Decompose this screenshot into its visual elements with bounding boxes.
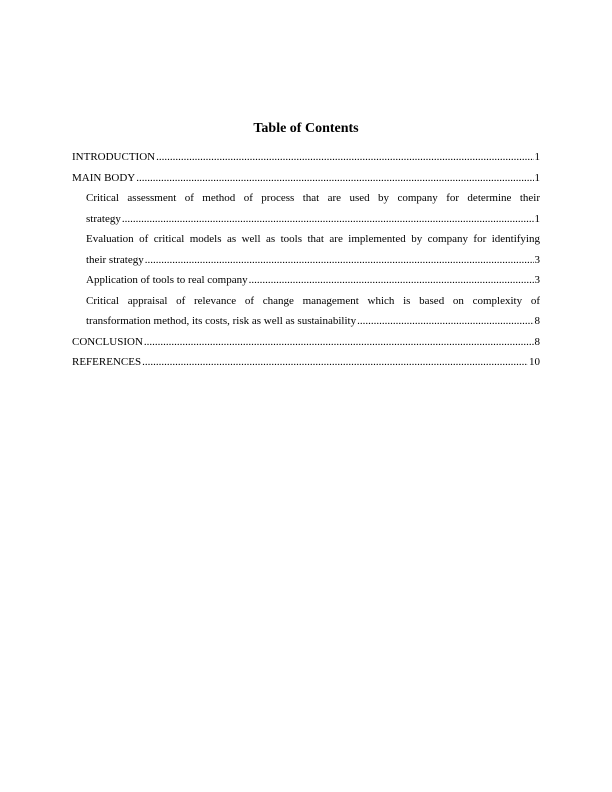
toc-entry-text-continued: their strategy [86, 253, 144, 266]
toc-entry-text: Application of tools to real company [86, 274, 248, 286]
toc-entry-text: REFERENCES [72, 356, 142, 368]
toc-leader-dots [249, 270, 534, 291]
toc-entry-text: INTRODUCTION [72, 151, 156, 163]
toc-leader-dots [142, 352, 528, 373]
toc-entry-text: Evaluation of critical models as well as tools that are implemented by company for identifying [86, 233, 540, 245]
toc-page-number: 1 [534, 171, 540, 184]
toc-leader-dots [145, 250, 534, 271]
table-of-contents [72, 147, 540, 373]
toc-entry-text: Critical assessment of method of process that are used by company for determine their [86, 192, 540, 204]
toc-entry-critical-appraisal[interactable] [72, 291, 540, 332]
toc-entry-application-of-tools[interactable] [72, 270, 540, 291]
toc-entry-introduction[interactable] [72, 147, 540, 168]
toc-page-number: 3 [534, 274, 540, 286]
toc-entry-conclusion[interactable] [72, 332, 540, 353]
toc-leader-dots [122, 209, 534, 230]
toc-page-number: 10 [529, 356, 540, 368]
toc-entry-text-continued: transformation method, its costs, risk as well as sustainability [86, 315, 357, 327]
toc-entry-text: Critical appraisal of relevance of change management which is based on complexity of [86, 294, 540, 307]
toc-leader-dots [144, 332, 534, 353]
toc-leader-dots [156, 147, 533, 168]
toc-entry-evaluation-of-models[interactable] [72, 229, 540, 270]
toc-entry-text: MAIN BODY [72, 171, 136, 184]
toc-entry-references[interactable] [72, 352, 540, 373]
toc-leader-dots [136, 168, 533, 189]
toc-entry-main-body[interactable] [72, 168, 540, 189]
toc-title: Table of Contents [253, 121, 359, 136]
toc-entry-critical-assessment[interactable] [72, 188, 540, 229]
toc-page-number: 8 [534, 335, 540, 348]
toc-page-number: 1 [534, 151, 540, 163]
toc-page-number: 1 [534, 212, 540, 225]
toc-page-number: 8 [534, 315, 540, 327]
toc-page-number: 3 [534, 253, 540, 266]
toc-entry-text: CONCLUSION [72, 335, 143, 348]
toc-entry-text-continued: strategy [86, 212, 121, 225]
toc-leader-dots [357, 311, 533, 332]
